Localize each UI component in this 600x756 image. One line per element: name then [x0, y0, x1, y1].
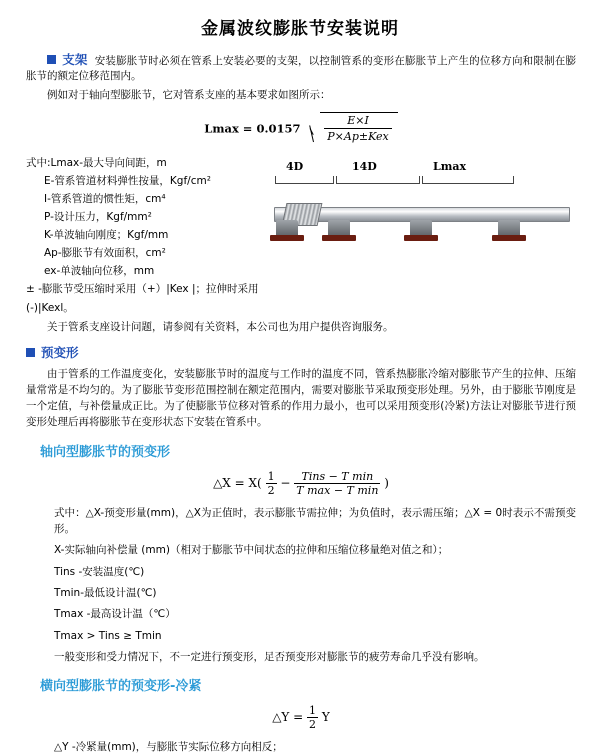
definition-item: K-单波轴向刚度；Kgf/mm	[44, 229, 169, 242]
definition-item: 式中:Lmax-最大导向间距，m	[26, 157, 167, 170]
lateral-half-numerator: 1	[309, 704, 317, 718]
dimension-line-lmax	[422, 176, 514, 184]
figure-dimension-lines	[270, 176, 576, 185]
lateral-fraction-half	[307, 704, 318, 731]
lateral-notes-list	[54, 739, 576, 755]
blue-square-bullet-icon	[47, 55, 56, 64]
axial-note: Tins -安装温度(℃)	[54, 565, 145, 578]
support-para2: 例如对于轴向型膨胀节，它对管系支座的基本要求如图所示：	[47, 89, 331, 102]
axial-temps-denominator: T max − T min	[296, 483, 379, 497]
predeform-heading-label: 预变形	[41, 344, 79, 360]
lateral-half-denominator: 2	[309, 718, 317, 732]
pipe-support-diagram	[270, 154, 576, 249]
figure-label-4d: 4D	[286, 160, 304, 174]
lmax-denominator: P×Ap±Kex	[327, 130, 389, 144]
axial-half-numerator: 1	[267, 469, 275, 483]
figure-label-14d: 14D	[352, 160, 377, 174]
sqrt-symbol-icon	[307, 112, 397, 145]
definitions-list	[26, 154, 266, 316]
pipe-support-anchor	[328, 220, 350, 236]
axial-formula-rhs: )	[384, 475, 389, 490]
pipe-support-anchor	[276, 220, 298, 236]
support-heading-label: 支架	[62, 52, 88, 67]
axial-note: Tmin-最低设计温(℃)	[54, 587, 157, 600]
axial-fraction-temps	[294, 470, 380, 497]
section-predeform-heading	[26, 344, 576, 362]
blue-square-bullet-icon	[26, 348, 35, 357]
figure-label-lmax: Lmax	[433, 160, 467, 174]
definition-item: E-管系管道材料弹性按量，Kgf/cm²	[44, 175, 211, 188]
page-title: 金属波纹膨胀节安装说明	[201, 19, 399, 39]
lateral-predeform-heading: 横向型膨胀节的预变形-冷紧	[40, 679, 202, 695]
axial-note: X-实际轴向补偿量 (mm)（相对于膨胀节中间状态的拉伸和压缩位移量绝对值之和）；	[54, 544, 449, 557]
lmax-formula-lhs: Lmax = 0.0157	[204, 120, 301, 135]
section-support-heading	[26, 51, 576, 83]
sqrt-content	[320, 112, 397, 145]
lmax-fraction	[324, 114, 391, 145]
axial-minus-sign: −	[280, 475, 291, 490]
definitions-and-figure	[26, 154, 576, 316]
axial-half-denominator: 2	[267, 483, 275, 497]
axial-predeform-heading: 轴向型膨胀节的预变形	[40, 444, 171, 460]
definition-item: ± -膨胀节受压缩时采用（+）|Kex |；拉伸时采用(-)|Kexl。	[26, 283, 259, 314]
lateral-note: △Y -冷紧量(mm)，与膨胀节实际位移方向相反；	[54, 741, 283, 754]
axial-note: Tmax > Tins ≥ Tmin	[54, 629, 162, 642]
lmax-numerator: E×I	[324, 114, 391, 130]
pipe-support-anchor	[498, 220, 520, 236]
dimension-line-4d	[275, 176, 334, 184]
support-para1: 安装膨胀节时必须在管系上安装必要的支架，以控制管系的变形在膨胀节上产生的位移方向和限制在膨胀节的额定位移范围内。	[26, 55, 576, 82]
lateral-formula-rhs: Y	[321, 710, 330, 725]
definition-item: I-管系管道的惯性矩，cm⁴	[44, 193, 166, 206]
predeform-para1: 由于管系的工作温度变化，安装膨胀节时的温度与工作时的温度不同，管系热膨胀冷缩对膨胀节产生的拉伸、压缩量常常是不均匀的。为了膨胀节变形范围控制在额定范围内，需要对膨胀节采取预变形处理。另外，由于膨胀节刚度是一个定值，与补偿量成正比。为了使膨胀节位移对管系的作用力最小，也可以采用预变形(冷紧)方法让对膨胀节进行预变形处理后再将膨胀节在变形状态下安装在管系中。	[26, 367, 576, 429]
definition-item: P-设计压力，Kgf/mm²	[44, 211, 152, 224]
definition-item: Ap-膨胀节有效面积，cm²	[44, 247, 166, 260]
lmax-formula	[26, 112, 576, 145]
axial-temps-numerator: Tins − T min	[294, 470, 380, 484]
axial-notes-list	[54, 505, 576, 665]
pipe-support-anchor	[410, 220, 432, 236]
axial-note: 式中：△X-预变形量(mm)，△X为正值时，表示膨胀节需拉伸；为负值时，表示需压缩；△X = 0时表示不需预变形。	[54, 506, 576, 536]
document-page	[0, 14, 600, 754]
axial-formula-lhs: △X = X(	[213, 475, 262, 490]
axial-fraction-half	[266, 470, 277, 497]
lateral-formula-lhs: △Y =	[272, 710, 304, 725]
dimension-line-14d	[336, 176, 420, 184]
pipe-assembly-illustration	[270, 187, 576, 249]
axial-note: Tmax -最高设计温（℃）	[54, 608, 176, 621]
lateral-predeform-formula	[26, 704, 576, 731]
lmax-formula-inline	[204, 112, 398, 145]
document-content	[0, 51, 600, 756]
axial-note: 一般变形和受力情况下，不一定进行预变形，足否预变形对膨胀节的疲劳寿命几乎没有影响。	[54, 650, 485, 663]
definition-item: ex-单波轴向位移，mm	[44, 265, 155, 278]
axial-predeform-formula	[26, 470, 576, 497]
figure-labels	[270, 160, 576, 176]
support-closing-text: 关于管系支座设计问题，请参阅有关资料，本公司也为用户提供咨询服务。	[47, 320, 394, 333]
